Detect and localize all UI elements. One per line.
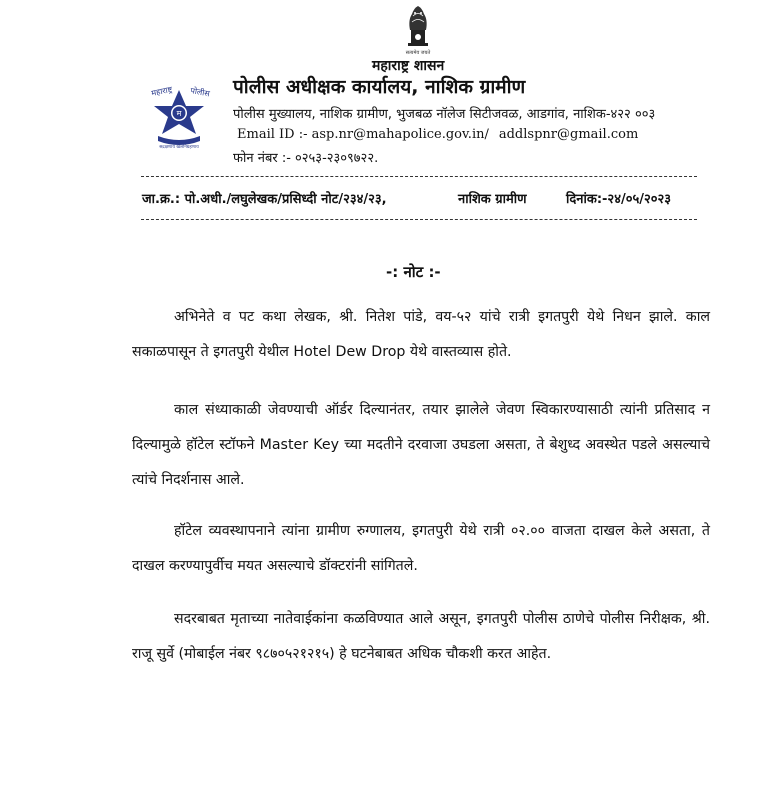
logo-text-right: पोलीस <box>189 86 211 99</box>
logo-text-left: महाराष्ट्र <box>150 84 174 98</box>
reference-place: नाशिक ग्रामीण <box>458 192 527 207</box>
email-label: Email ID :- <box>237 127 312 142</box>
email-primary: asp.nr@mahapolice.gov.in/ <box>311 127 489 142</box>
maharashtra-police-logo-icon <box>134 84 224 152</box>
divider-bottom <box>141 219 697 220</box>
office-title: पोलीस अधीक्षक कार्यालय, नाशिक ग्रामीण <box>233 76 526 98</box>
reference-number: जा.क्र.: पो.अधी./लघुलेखक/प्रसिध्दी नोट/२३४/२३, <box>142 192 387 207</box>
note-title: -: नोट :- <box>386 263 441 281</box>
logo-center: म <box>176 109 182 118</box>
office-phone: फोन नंबर :- ०२५३-२३०९७२२. <box>233 151 379 166</box>
emblem-caption: सत्यमेव जयते <box>405 50 431 56</box>
office-email <box>237 127 638 142</box>
office-address: पोलीस मुख्यालय, नाशिक ग्रामीण, भुजबळ नॉलेज सिटीजवळ, आडगांव, नाशिक-४२२ ००३ <box>233 107 656 122</box>
ashoka-emblem-icon <box>398 2 438 56</box>
note-paragraph: हॉटेल व्यवस्थापनाने त्यांना ग्रामीण रुग्णालय, इगतपुरी येथे रात्री ०२.०० वाजता दाखल केले असता, ते दाखल करण्यापुर्वीच मयत असल्याचे डॉक्टरांनी सांगितले. <box>132 523 710 574</box>
reference-date: दिनांक:-२४/०५/२०२३ <box>566 192 672 207</box>
email-secondary: addlspnr@gmail.com <box>498 127 639 142</box>
note-paragraph: अभिनेते व पट कथा लेखक, श्री. नितेश पांडे, वय-५२ यांचे रात्री इगतपुरी येथे निधन झाले. काल सकाळपासून ते इगतपुरी येथील Hotel Dew Drop येथे वास्तव्यास होते. <box>132 309 710 360</box>
government-name: महाराष्ट्र शासन <box>372 58 445 74</box>
note-paragraph: सदरबाबत मृताच्या नातेवाईकांना कळविण्यात आले असून, इगतपुरी पोलीस ठाणेचे पोलीस निरीक्षक, श्री. राजू सुर्वे (मोबाईल नंबर ९८७०५२१२१५) हे घटनेबाबत अधिक चौकशी करत आहेत. <box>132 611 710 662</box>
note-paragraph: काल संध्याकाळी जेवण्याची ऑर्डर दिल्यानंतर, तयार झालेले जेवण स्विकारण्यासाठी त्यांनी प्रतिसाद न दिल्यामुळे हॉटेल स्टॉफने Master Key च्या मदतीने दरवाजा उघडला असता, ते बेशुध्द अवस्थेत पडले असल्याचे त्यांचे निदर्शनास आले. <box>132 402 710 488</box>
logo-motto: सद्रक्षणाय खलनिग्रहणाय <box>159 145 199 150</box>
divider-top <box>141 176 697 177</box>
